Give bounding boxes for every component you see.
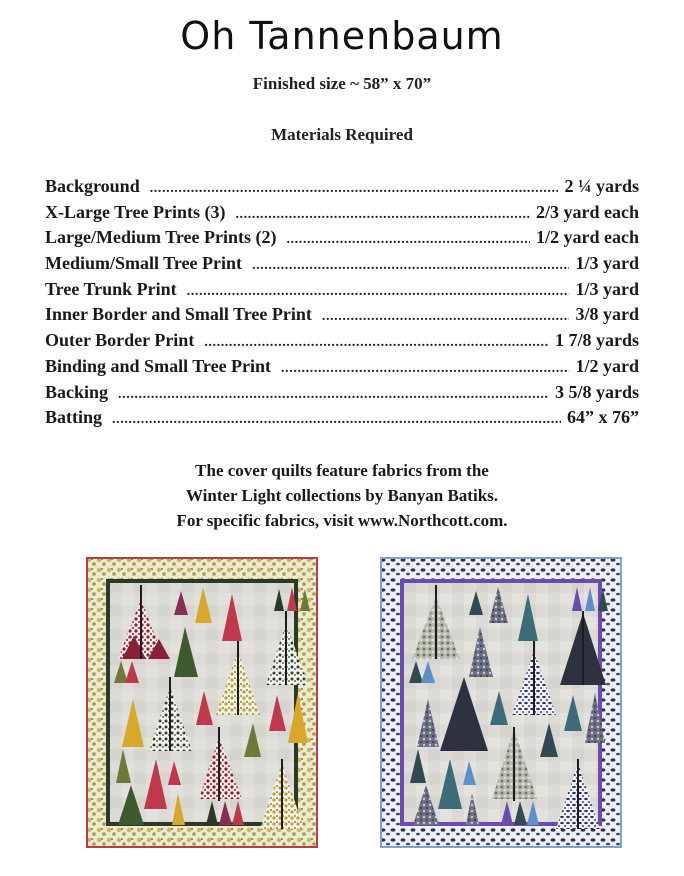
finished-size: Finished size ~ 58” x 70” [252, 74, 432, 93]
material-quantity: 3/8 yard [575, 304, 639, 325]
material-quantity: 1/3 yard [575, 253, 639, 274]
note-line-3: For specific fabrics, visit www.Northcott.com. [176, 511, 508, 530]
material-label: Tree Trunk Print [45, 278, 177, 299]
material-row [45, 304, 639, 330]
leader-dots [235, 207, 530, 223]
quilt-illustration-warm [86, 557, 318, 848]
quilt-image-cool [380, 557, 622, 848]
material-label: Background [45, 176, 140, 196]
material-row [45, 356, 639, 382]
materials-list [45, 176, 639, 433]
material-label: Large/Medium Tree Prints (2) [45, 227, 277, 248]
material-row [45, 407, 639, 433]
material-row [45, 382, 639, 408]
leader-dots [150, 181, 559, 197]
material-quantity: 2/3 yard each [536, 201, 639, 222]
material-label: Binding and Small Tree Print [45, 355, 272, 376]
leader-dots [112, 412, 561, 428]
material-quantity: 1/3 yard [575, 278, 639, 299]
material-label: X-Large Tree Prints (3) [45, 201, 226, 222]
fabric-note [0, 458, 684, 533]
material-label: Inner Border and Small Tree Print [45, 304, 312, 325]
leader-dots [118, 387, 549, 403]
material-label: Medium/Small Tree Print [45, 253, 242, 274]
material-row [45, 330, 639, 356]
material-label: Batting [45, 407, 103, 428]
material-row [45, 202, 639, 228]
leader-dots [187, 284, 570, 300]
leader-dots [204, 335, 549, 351]
leader-dots [286, 232, 530, 248]
material-label: Backing [45, 381, 109, 402]
material-row [45, 227, 639, 253]
leader-dots [281, 361, 569, 377]
material-quantity: 64” x 76” [567, 407, 639, 428]
material-row [45, 176, 639, 202]
leader-dots [252, 258, 570, 274]
quilt-illustration-cool [380, 557, 622, 848]
note-line-1: The cover quilts feature fabrics from the [195, 461, 489, 480]
page-title: Oh Tannenbaum [180, 14, 504, 58]
material-label: Outer Border Print [45, 330, 195, 351]
material-quantity: 1/2 yard [575, 355, 639, 376]
quilt-image-warm [86, 557, 318, 848]
material-row [45, 253, 639, 279]
material-quantity: 3 5/8 yards [554, 381, 639, 402]
material-quantity: 1 7/8 yards [554, 330, 639, 351]
leader-dots [322, 309, 570, 325]
material-quantity: 2 ¼ yards [564, 176, 639, 196]
material-row [45, 279, 639, 305]
note-line-2: Winter Light collections by Banyan Batiks. [185, 486, 499, 505]
material-quantity: 1/2 yard each [536, 227, 639, 248]
materials-heading: Materials Required [271, 125, 413, 144]
